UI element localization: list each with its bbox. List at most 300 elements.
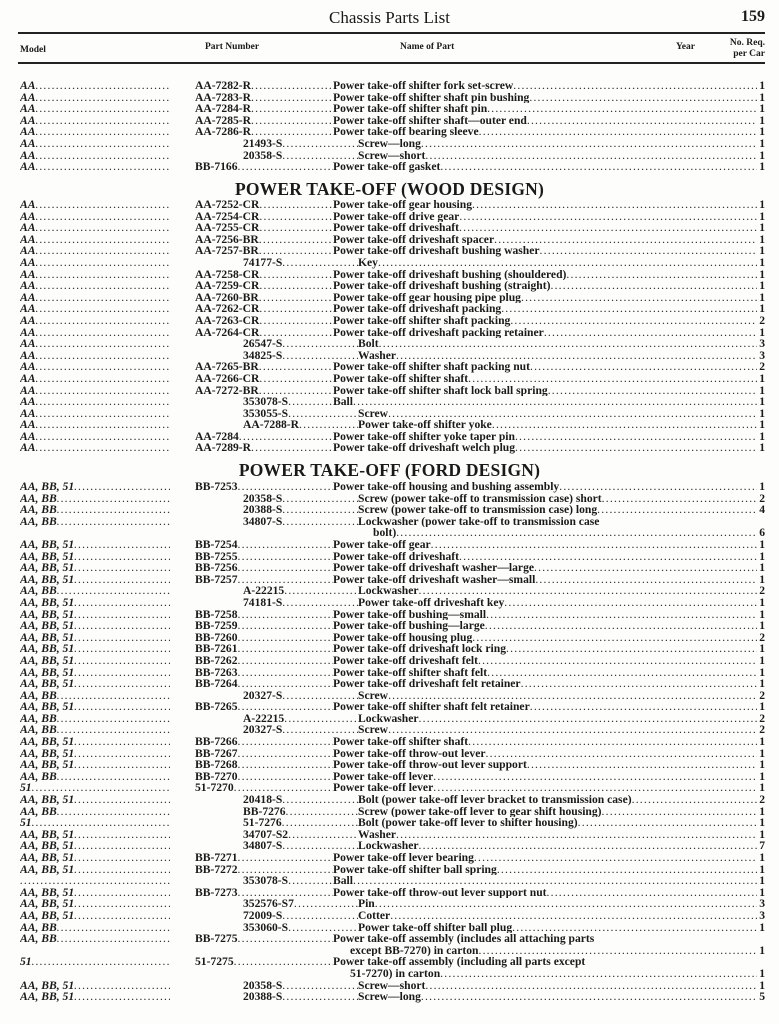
dot-leader [521, 292, 757, 304]
column-header-year: Year [676, 42, 695, 52]
model-cell [20, 574, 170, 586]
part-name-cell [333, 103, 765, 115]
model-cell [20, 234, 170, 246]
dot-leader [479, 126, 757, 138]
table-row [0, 504, 779, 516]
part-name-continuation: bolt) [373, 527, 397, 539]
table-row [0, 138, 779, 150]
part-name: Power take-off shifter shaft felt retainer [333, 701, 530, 713]
part-number: BB-7255 [195, 550, 238, 563]
dot-leader [501, 303, 757, 315]
part-name-cell [333, 643, 765, 655]
part-name-cell [333, 431, 765, 443]
table-row [0, 898, 779, 910]
part-name: Power take-off driveshaft felt retainer [333, 678, 521, 690]
dot-leader [527, 759, 757, 771]
part-name: Power take-off driveshaft [333, 550, 459, 563]
dot-leader [419, 713, 757, 725]
part-number-cell [243, 910, 358, 922]
part-name-cell [333, 199, 765, 211]
part-number-cell [195, 292, 333, 304]
part-number-cell [195, 678, 333, 690]
part-name: Power take-off driveshaft spacer [333, 233, 495, 246]
part-name-cell [333, 115, 765, 127]
dot-leader [238, 620, 333, 632]
dot-leader [238, 933, 333, 945]
model-text: AA, BB, 51 [20, 608, 75, 621]
dot-leader [35, 257, 170, 269]
dot-leader [35, 419, 170, 431]
model-cell [20, 292, 170, 304]
part-name: Power take-off shifter shaft [333, 736, 469, 748]
dot-leader [282, 991, 358, 1003]
table-row [0, 150, 779, 162]
dot-leader [515, 442, 757, 454]
part-number-cell [243, 840, 358, 852]
quantity: 1 [759, 886, 765, 899]
table-row [0, 922, 779, 934]
model-cell [20, 609, 170, 621]
quantity: 2 [759, 361, 765, 373]
part-number: 20327-S [243, 724, 283, 737]
dot-leader [396, 829, 757, 841]
dot-leader [35, 442, 170, 454]
dot-leader [251, 126, 333, 138]
dot-leader [506, 643, 757, 655]
part-name-cell [333, 736, 765, 748]
table-row [0, 493, 779, 505]
model-cell [20, 126, 170, 138]
model-cell [20, 864, 170, 876]
dot-leader [74, 655, 170, 667]
dot-leader [238, 574, 333, 586]
dot-leader [486, 748, 758, 760]
dot-leader [74, 643, 170, 655]
part-name-cell [333, 875, 765, 887]
dot-leader [35, 245, 170, 257]
part-name: Power take-off gear housing pipe plug [333, 291, 521, 304]
dot-leader [35, 396, 170, 408]
model-text: AA, BB [20, 933, 57, 945]
quantity: 1 [759, 419, 765, 431]
dot-leader [379, 338, 757, 350]
table-row [0, 574, 779, 586]
table-row [0, 280, 779, 292]
model-cell [20, 303, 170, 315]
dot-leader [238, 562, 333, 574]
quantity: 1 [759, 944, 765, 957]
table-row [0, 115, 779, 127]
model-cell [20, 713, 170, 725]
model-cell [20, 222, 170, 234]
model-text: AA [20, 126, 36, 138]
model-cell [20, 516, 170, 528]
model-cell [20, 748, 170, 760]
part-number: BB-7265 [195, 701, 238, 713]
part-number-cell [243, 794, 358, 806]
part-number-cell [195, 782, 333, 794]
model-cell [20, 852, 170, 864]
model-text: AA, BB, 51 [20, 481, 75, 493]
model-cell [20, 562, 170, 574]
quantity: 1 [759, 80, 765, 92]
dot-leader [259, 361, 333, 373]
header-rule-top [18, 32, 765, 34]
part-name-cell [333, 956, 765, 968]
part-name: Power take-off shifter shaft—outer end [333, 114, 527, 127]
part-number: AA-7288-R [243, 419, 300, 431]
model-cell [20, 245, 170, 257]
part-name: Screw [358, 724, 389, 737]
table-row [0, 361, 779, 373]
part-name-cell [333, 222, 765, 234]
part-name-cell [333, 92, 765, 104]
model-cell [20, 620, 170, 632]
model-cell [20, 350, 170, 362]
table-row [0, 724, 779, 736]
part-number: AA-7283-R [195, 91, 252, 104]
quantity: 2 [759, 631, 765, 644]
table-row [0, 551, 779, 563]
dot-leader [238, 771, 333, 783]
quantity: 1 [759, 654, 765, 667]
table-row [0, 759, 779, 771]
quantity: 1 [759, 666, 765, 679]
model-text: AA [20, 222, 36, 234]
dot-leader [74, 991, 170, 1003]
dot-leader [74, 574, 170, 586]
dot-leader [282, 690, 358, 702]
dot-leader [548, 385, 757, 397]
dot-leader [35, 115, 170, 127]
model-text: AA, BB, 51 [20, 886, 75, 899]
dot-leader [57, 713, 170, 725]
part-number-cell [243, 690, 358, 702]
part-number: BB-7257 [195, 573, 238, 586]
column-header-part-number: Part Number [205, 42, 260, 52]
part-number: 352576-S7 [243, 898, 294, 910]
qty-header-line1: No. Req. [729, 38, 765, 48]
part-number: 34707-S2 [243, 828, 289, 841]
model-cell [20, 103, 170, 115]
dot-leader [57, 933, 170, 945]
quantity: 1 [759, 573, 765, 586]
dot-leader [74, 910, 170, 922]
dot-leader [57, 806, 170, 818]
part-name: Power take-off throw-out lever support nut [333, 886, 547, 899]
model-text: AA [20, 114, 36, 127]
dot-leader [57, 493, 170, 505]
part-number-cell [195, 222, 333, 234]
quantity: 1 [759, 608, 765, 621]
part-number: AA-7289-R [195, 442, 252, 455]
quantity: 4 [759, 504, 765, 516]
model-text: AA [20, 199, 36, 211]
model-text: AA [20, 91, 36, 104]
table-row [0, 516, 779, 528]
part-number-cell [195, 103, 333, 115]
part-name: Power take-off bushing—large [333, 620, 485, 632]
dot-leader [32, 956, 170, 968]
dot-leader [251, 103, 333, 115]
dot-leader [492, 419, 757, 431]
model-text: AA [20, 256, 36, 269]
part-name: Screw—long [358, 991, 421, 1003]
table-row [0, 817, 779, 829]
part-number: 353078-S [243, 875, 289, 887]
part-number: AA-7282-R [195, 80, 252, 92]
part-name: Power take-off bearing sleeve [333, 126, 479, 138]
model-text: AA, BB, 51 [20, 991, 75, 1003]
model-cell [20, 887, 170, 899]
quantity: 1 [759, 103, 765, 115]
model-text: AA [20, 384, 36, 397]
part-number-cell [195, 551, 333, 563]
part-number: 34825-S [243, 349, 283, 362]
part-number: 20327-S [243, 689, 283, 702]
part-number: AA-7255-CR [195, 222, 260, 234]
dot-leader [238, 667, 333, 679]
part-number-cell [243, 516, 358, 528]
dot-leader [478, 945, 757, 957]
part-number: BB-7275 [195, 933, 238, 945]
table-row [0, 419, 779, 431]
model-cell [20, 539, 170, 551]
part-number: 26547-S [243, 338, 283, 350]
dot-leader [378, 257, 757, 269]
part-number: A-22215 [243, 712, 285, 725]
model-text: AA, BB [20, 585, 57, 597]
dot-leader [35, 408, 170, 420]
part-name: Ball [333, 875, 353, 887]
model-cell [20, 361, 170, 373]
part-name-cell [358, 806, 765, 818]
table-row [0, 794, 779, 806]
part-name-cell [358, 898, 765, 910]
model-text: AA [20, 268, 36, 281]
dot-leader [234, 956, 333, 968]
dot-leader [353, 875, 757, 887]
part-name-cell [358, 724, 765, 736]
model-cell [20, 724, 170, 736]
model-cell [20, 632, 170, 644]
part-number-cell [195, 736, 333, 748]
part-name-cell [358, 829, 765, 841]
dot-leader [294, 898, 358, 910]
model-text: AA [20, 161, 36, 173]
quantity: 1 [759, 126, 765, 138]
model-cell [20, 419, 170, 431]
dot-leader [74, 620, 170, 632]
dot-leader [35, 373, 170, 385]
model-cell [20, 759, 170, 771]
part-number-cell [243, 396, 333, 408]
part-name-cell [358, 408, 765, 420]
part-number-cell [243, 597, 358, 609]
dot-leader [282, 257, 358, 269]
model-text: AA, BB [20, 492, 57, 505]
dot-leader [259, 303, 333, 315]
part-number-cell [243, 338, 358, 350]
model-cell [20, 690, 170, 702]
dot-leader [282, 980, 358, 992]
part-name-cell [333, 211, 765, 223]
part-number: AA-7252-CR [195, 199, 260, 211]
quantity: 1 [759, 407, 765, 420]
dot-leader [239, 431, 333, 443]
model-cell [20, 396, 170, 408]
model-text: AA [20, 349, 36, 362]
part-number: 353055-S [243, 407, 289, 420]
dot-leader [57, 771, 170, 783]
part-name: Power take-off shifter shaft pin bushing [333, 91, 530, 104]
part-number: BB-7262 [195, 654, 238, 667]
model-cell [20, 115, 170, 127]
model-text: AA, BB, 51 [20, 736, 75, 748]
quantity: 1 [759, 678, 765, 690]
quantity: 1 [759, 736, 765, 748]
dot-leader [535, 574, 757, 586]
part-number: 51-7270 [195, 782, 234, 795]
dot-leader [534, 562, 757, 574]
part-name: Power take-off housing and bushing assembly [333, 481, 560, 493]
model-text: AA, BB, 51 [20, 701, 75, 713]
part-name-cell [358, 138, 765, 150]
dot-leader [547, 887, 758, 899]
dot-leader [238, 539, 333, 551]
column-header-name: Name of Part [400, 42, 455, 52]
part-number: BB-7264 [195, 678, 238, 690]
part-name-cell [358, 419, 765, 431]
part-name-cell [333, 655, 765, 667]
part-name-cell [333, 481, 765, 493]
table-row [0, 92, 779, 104]
quantity: 1 [759, 596, 765, 609]
part-number: BB-7259 [195, 620, 238, 632]
quantity: 1 [759, 430, 765, 443]
part-name-cell [333, 551, 765, 563]
dot-leader [238, 852, 333, 864]
model-text: AA [20, 326, 36, 339]
part-name-cell [333, 574, 765, 586]
dot-leader [472, 199, 757, 211]
dot-leader [419, 585, 757, 597]
quantity: 2 [759, 492, 765, 505]
part-number-cell [195, 211, 333, 223]
dot-leader [284, 585, 358, 597]
dot-leader [396, 527, 757, 539]
model-text: AA, BB [20, 712, 57, 725]
dot-leader [74, 632, 170, 644]
dot-leader [35, 222, 170, 234]
dot-leader [578, 817, 757, 829]
part-name: Ball [333, 396, 353, 408]
model-text: AA, BB, 51 [20, 550, 75, 563]
dot-leader [251, 80, 333, 92]
part-name: Power take-off drive gear [333, 210, 460, 223]
part-number: AA-7272-BR [195, 384, 259, 397]
dot-leader [238, 864, 333, 876]
part-number: 74181-S [243, 596, 283, 609]
quantity: 6 [759, 527, 765, 539]
table-row [0, 678, 779, 690]
part-number: BB-7266 [195, 736, 238, 748]
part-number-cell [243, 922, 358, 934]
part-number: BB-7270 [195, 770, 238, 783]
dot-leader [238, 551, 333, 563]
model-cell [20, 980, 170, 992]
part-name: Power take-off driveshaft packing retainer [333, 326, 544, 339]
part-number-cell [243, 713, 358, 725]
model-text: AA, BB [20, 504, 57, 516]
part-number: BB-7276 [243, 805, 286, 818]
part-name: Power take-off driveshaft lock ring [333, 643, 507, 655]
quantity: 1 [759, 875, 765, 887]
part-name-cell [358, 257, 765, 269]
model-text: AA, BB [20, 921, 57, 934]
quantity: 1 [759, 222, 765, 234]
part-name-cell [333, 385, 765, 397]
part-number: AA-7254-CR [195, 210, 260, 223]
model-text: AA, BB [20, 724, 57, 737]
parts-section-general [0, 80, 779, 173]
table-row-continuation [0, 968, 779, 980]
part-name: Power take-off shifter yoke [358, 419, 492, 431]
table-row [0, 373, 779, 385]
dot-leader [35, 211, 170, 223]
dot-leader [35, 292, 170, 304]
part-name-cell [333, 126, 765, 138]
part-name-cell [358, 150, 765, 162]
part-number-cell [243, 724, 358, 736]
model-text: AA [20, 137, 36, 150]
part-name-continuation-cell [373, 527, 765, 539]
model-cell [20, 338, 170, 350]
dot-leader [282, 138, 358, 150]
part-number: AA-7256-BR [195, 233, 259, 246]
part-name: Power take-off gasket [333, 161, 441, 173]
part-name: Power take-off driveshaft washer—small [333, 573, 536, 586]
quantity: 1 [759, 921, 765, 934]
part-name-cell [358, 713, 765, 725]
part-number: 34807-S [243, 515, 283, 528]
part-name-cell [358, 504, 765, 516]
part-number: BB-7254 [195, 538, 238, 551]
part-number: AA-7284-R [195, 103, 252, 115]
dot-leader [35, 431, 170, 443]
part-number-cell [243, 829, 358, 841]
quantity: 1 [759, 828, 765, 841]
part-number: AA-7286-R [195, 126, 252, 138]
model-cell [20, 655, 170, 667]
model-text: AA, BB, 51 [20, 840, 75, 852]
part-name-cell [333, 678, 765, 690]
dot-leader [35, 161, 170, 173]
table-row [0, 829, 779, 841]
dot-leader [35, 80, 170, 92]
quantity: 1 [759, 280, 765, 292]
part-name-cell [333, 361, 765, 373]
dot-leader [57, 724, 170, 736]
model-cell [20, 991, 170, 1003]
part-name: Power take-off shifter fork set-screw [333, 80, 514, 92]
dot-leader [478, 655, 757, 667]
part-number: 20388-S [243, 991, 283, 1003]
dot-leader [288, 396, 333, 408]
dot-leader [497, 864, 757, 876]
quantity: 2 [759, 314, 765, 327]
part-number-cell [195, 771, 333, 783]
